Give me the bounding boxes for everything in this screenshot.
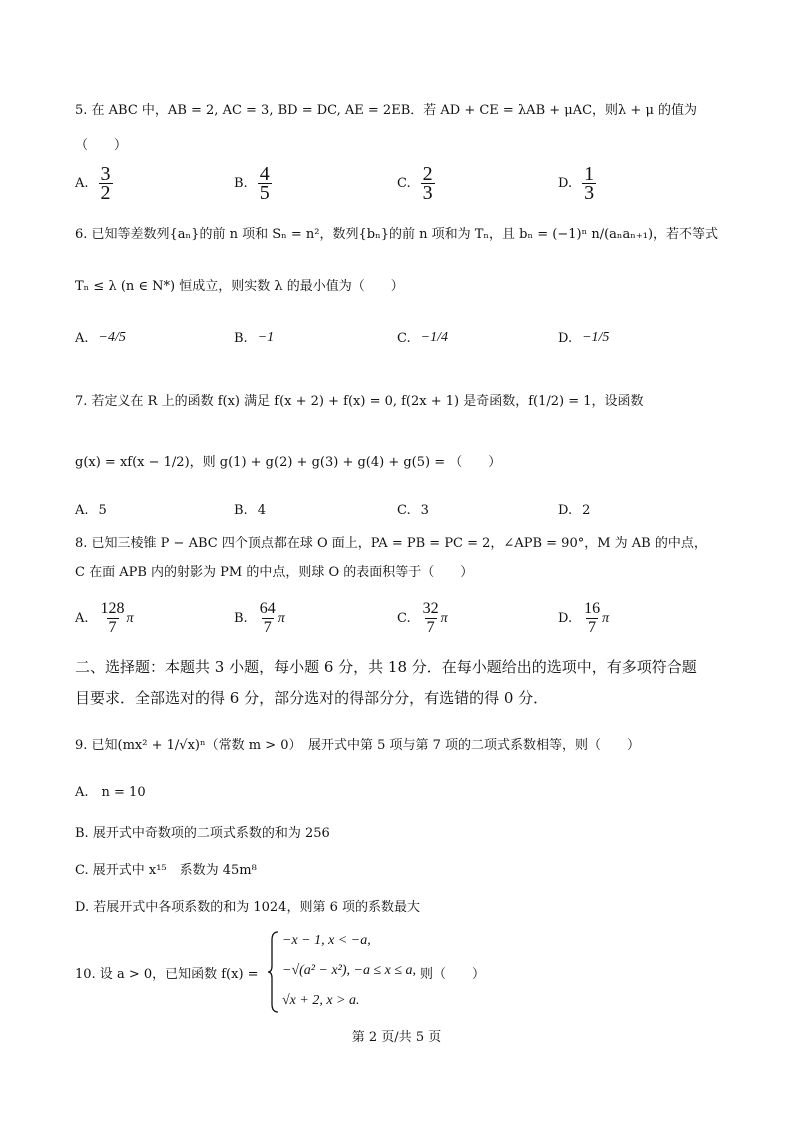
q6-option-c: C. −1/4 xyxy=(397,330,448,346)
q7-stem-line1: 7. 若定义在 R 上的函数 f(x) 满足 f(x + 2) + f(x) = 0, f(2x + 1) 是奇函数，f(1/2) = 1，设函数 xyxy=(75,394,644,409)
q10-case-2: −√(a² − x²), −a ≤ x ≤ a, xyxy=(282,963,417,978)
q10-stem-left: 10. 设 a > 0，已知函数 f(x) = xyxy=(75,967,259,982)
q9-option-b: B. 展开式中奇数项的二项式系数的和为 256 xyxy=(75,826,330,841)
q10-case-1: −x − 1, x < −a, xyxy=(282,933,371,948)
q10-case-3: √x + 2, x > a. xyxy=(282,993,360,1008)
q6-stem-line1: 6. 已知等差数列{aₙ}的前 n 项和 Sₙ = n²，数列{bₙ}的前 n 项和为 Tₙ，且 bₙ = (−1)ⁿ n/(aₙaₙ₊₁)，若不等式 xyxy=(75,227,719,242)
q6-option-d: D. −1/5 xyxy=(558,330,610,346)
q9-option-a: A. n = 10 xyxy=(75,785,146,800)
q8-option-c: C. $\frac{32}{7}$ π xyxy=(397,600,448,636)
q5-stem: 5. 在 ABC 中，AB = 2, AC = 3, BD = DC, AE = 2EB．若 AD + CE = λAB + μAC，则λ + μ 的值为 xyxy=(75,103,698,118)
q6-stem-line2: Tₙ ≤ λ (n ∈ N*) 恒成立，则实数 λ 的最小值为（ ） xyxy=(75,279,404,294)
section2-heading-line2: 目要求．全部选对的得 6 分，部分选对的得部分分，有选错的得 0 分． xyxy=(75,689,549,707)
q6-option-b: B. −1 xyxy=(234,330,275,346)
q8-stem-line2: C 在面 APB 内的射影为 PM 的中点，则球 O 的表面积等于（ ） xyxy=(75,565,474,580)
q5-answer-paren: （ ） xyxy=(75,138,128,153)
q7-stem-line2: g(x) = xf(x − 1/2)，则 g(1) + g(2) + g(3) + g(4) + g(5) = （ ） xyxy=(75,455,502,470)
q7-option-a: A. 5 xyxy=(75,503,107,518)
q9-option-d: D. 若展开式中各项系数的和为 1024，则第 6 项的系数最大 xyxy=(75,900,420,915)
q8-stem-line1: 8. 已知三棱锥 P − ABC 四个顶点都在球 O 面上，PA = PB = PC = 2，∠APB = 90°，M 为 AB 的中点， xyxy=(75,536,707,551)
page-footer: 第 2 页/共 5 页 xyxy=(351,1030,442,1045)
q8-option-a: A. $\frac{128}{7}$ π xyxy=(75,600,134,636)
q9-stem: 9. 已知(mx² + 1/√x)ⁿ（常数 m > 0） 展开式中第 5 项与第 7 项的二项式系数相等，则（ ） xyxy=(75,738,641,753)
q10-piecewise-brace xyxy=(268,930,280,1014)
q8-option-d: D. $\frac{16}{7}$ π xyxy=(558,600,610,636)
q7-option-d: D. 2 xyxy=(558,503,591,518)
q9-option-c: C. 展开式中 x¹⁵ 系数为 45m⁸ xyxy=(75,863,257,878)
q5-option-b: B. $\frac{4}{5}$ xyxy=(234,163,270,204)
q5-option-d: D. $\frac{1}{3}$ xyxy=(558,163,595,204)
q8-option-b: B. $\frac{64}{7}$ π xyxy=(234,600,285,636)
q7-option-b: B. 4 xyxy=(234,503,266,518)
q10-stem-right: 则（ ） xyxy=(420,967,486,982)
q7-option-c: C. 3 xyxy=(397,503,429,518)
q6-option-a: A. −4/5 xyxy=(75,330,126,346)
section2-heading-line1: 二、选择题：本题共 3 小题，每小题 6 分，共 18 分．在每小题给出的选项中，有多项符合题 xyxy=(75,658,697,676)
q5-option-c: C. $\frac{2}{3}$ xyxy=(397,163,433,204)
q5-option-a: A. $\frac{3}{2}$ xyxy=(75,163,111,204)
